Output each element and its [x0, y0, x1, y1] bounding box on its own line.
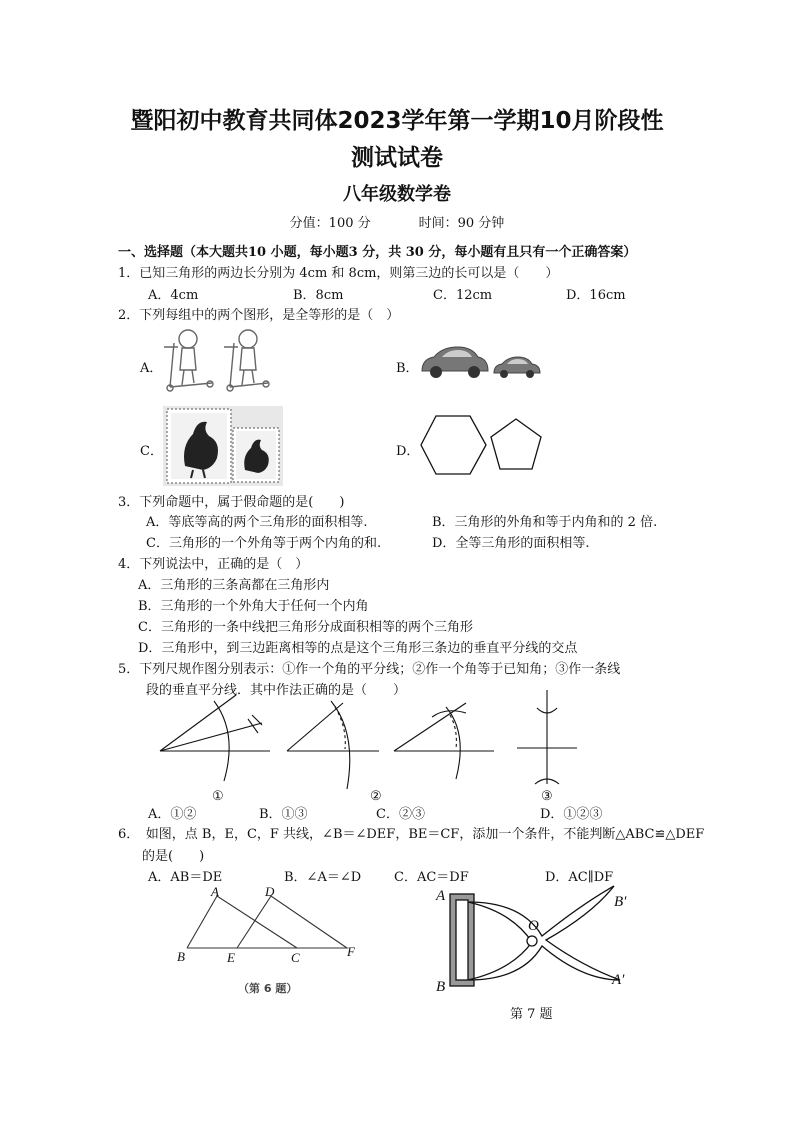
q6-triangles-figure [175, 884, 365, 964]
exam-subtitle: 八年级数学卷 [343, 184, 451, 205]
q5-fig-label-1: ① [212, 789, 224, 804]
q5-option-c: C．②③ [376, 807, 425, 822]
rooster-stamps-figure [163, 406, 283, 486]
q1-stem: 1．已知三角形的两边长分别为 4cm 和 8cm，则第三边的长可以是（ ） [118, 266, 559, 281]
q1-option-c: C．12cm [433, 288, 493, 303]
q5-option-d: D．①②③ [540, 807, 603, 822]
q6-option-a: A．AB＝DE [148, 870, 223, 885]
q7-caption: 第 7 题 [510, 1007, 553, 1022]
cars-figure [420, 345, 542, 380]
q3-option-b: B．三角形的外角和等于内角和的 2 倍. [432, 515, 658, 530]
q1-option-d: D．16cm [566, 288, 626, 303]
q4-option-a: A．三角形的三条高都在三角形内 [138, 578, 330, 593]
q5-stem-line1: 5．下列尺规作图分别表示：①作一个角的平分线；②作一个角等于已知角；③作一条线 [118, 662, 621, 677]
construction-figure-2 [285, 693, 385, 793]
q7-point-b-prime: B′ [614, 894, 627, 910]
q6-stem-line1: 6． 如图，点 B，E，C，F 共线，∠B＝∠DEF，BE＝CF，添加一个条件，不能判断△ABC≌△DEF [118, 827, 705, 842]
q5-option-b: B．①③ [259, 807, 308, 822]
q6-point-e: E [227, 950, 235, 965]
q5-fig-label-2: ② [370, 789, 382, 804]
hexagon-pentagon-figure [420, 415, 544, 475]
q5-stem-line2: 段的垂直平分线．其中作法正确的是（ ） [146, 683, 407, 698]
q6-point-a: A [211, 884, 219, 899]
q3-stem: 3．下列命题中，属于假命题的是( ) [118, 495, 345, 510]
q4-option-d: D．三角形中，到三边距离相等的点是这个三角形三条边的垂直平分线的交点 [138, 641, 578, 656]
construction-figure-3 [392, 693, 502, 783]
q5-option-a: A．①② [148, 807, 197, 822]
q6-point-c: C [291, 950, 300, 965]
q6-point-b: B [177, 949, 185, 964]
q3-option-d: D．全等三角形的面积相等. [432, 536, 590, 551]
q2-option-b: B． [396, 361, 419, 376]
q5-fig-label-3: ③ [541, 789, 553, 804]
section-heading: 一、选择题（本大题共10 小题，每小题3 分，共 30 分，每小题有且只有一个正确答案） [118, 245, 637, 260]
q7-point-o: O [528, 918, 539, 934]
q1-option-a: A．4cm [148, 288, 199, 303]
q6-point-d: D [265, 884, 275, 899]
q7-tool-figure [432, 884, 642, 994]
q2-stem: 2．下列每组中的两个图形，是全等形的是（ ） [118, 308, 400, 323]
page-title: 暨阳初中教育共同体2023学年第一学期10月阶段性 [130, 108, 664, 134]
q4-option-b: B．三角形的一个外角大于任何一个内角 [138, 599, 369, 614]
score-info: 分值：100 分 [289, 216, 371, 231]
q6-option-d: D．AC∥DF [545, 870, 614, 885]
q1-option-b: B．8cm [293, 288, 344, 303]
scooter-kids-figure [160, 325, 270, 395]
q6-option-c: C．AC＝DF [394, 870, 469, 885]
q7-point-a-prime: A′ [612, 972, 625, 988]
time-info: 时间：90 分钟 [418, 216, 505, 231]
q2-option-c: C． [140, 444, 163, 459]
q6-stem-line2: 的是( ) [142, 849, 205, 864]
q3-option-c: C．三角形的一个外角等于两个内角的和. [146, 536, 382, 551]
q2-option-d: D． [396, 444, 420, 459]
q6-option-b: B．∠A＝∠D [284, 870, 362, 885]
q6-caption: （第 6 题） [238, 982, 298, 995]
q2-option-a: A． [140, 361, 163, 376]
q3-option-a: A．等底等高的两个三角形的面积相等. [146, 515, 368, 530]
q4-stem: 4．下列说法中，正确的是（ ） [118, 557, 309, 572]
construction-figure-4 [515, 688, 585, 788]
q7-point-a: A [436, 888, 446, 904]
exam-meta [0, 212, 794, 231]
q4-option-c: C．三角形的一条中线把三角形分成面积相等的两个三角形 [138, 620, 473, 635]
q7-point-b: B [436, 979, 446, 995]
q6-point-f: F [347, 944, 355, 959]
page-title-line2: 测试试卷 [351, 145, 443, 171]
construction-figure-1 [158, 693, 273, 783]
